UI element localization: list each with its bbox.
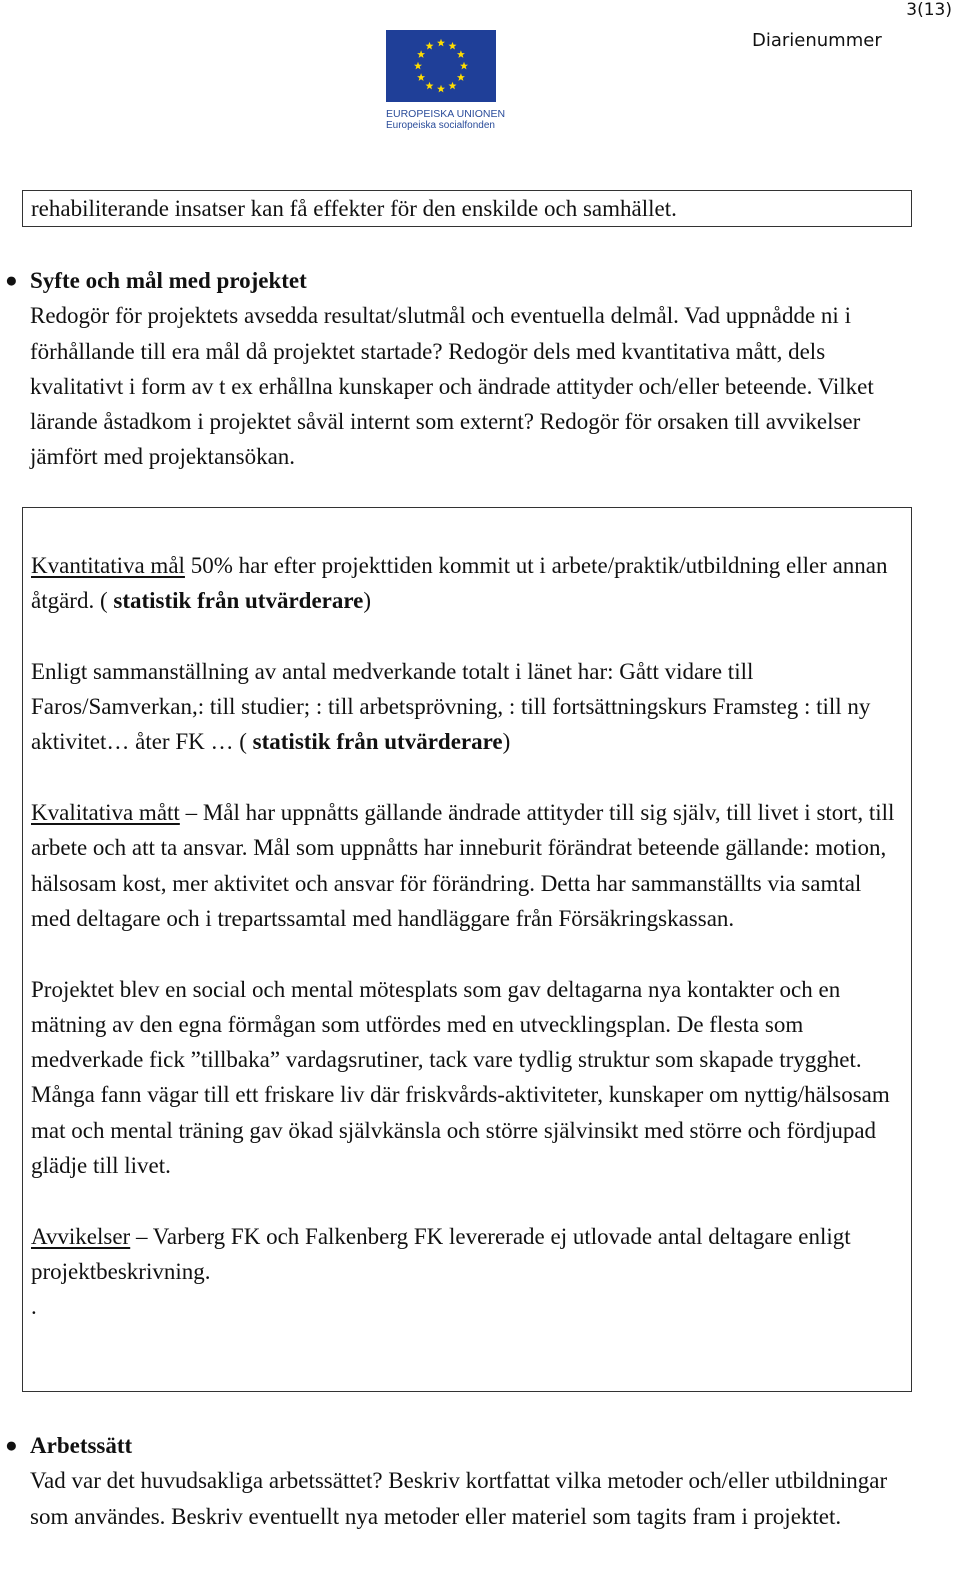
eu-flag-icon	[386, 30, 496, 102]
section-syfte	[5, 263, 910, 475]
section-arbetssatt	[5, 1428, 910, 1534]
label-avvikelser: Avvikelser	[31, 1223, 131, 1249]
star-icon	[457, 73, 465, 81]
eu-logo	[386, 30, 506, 132]
star-icon	[437, 39, 445, 47]
p1-bold: statistik från utvärderare	[113, 588, 364, 614]
eu-stars-icon	[386, 30, 496, 102]
p2-end: )	[502, 729, 511, 755]
star-icon	[460, 62, 468, 70]
paragraph-dot	[31, 1289, 903, 1324]
star-icon	[449, 82, 457, 90]
p5-text: – Varberg FK och Falkenberg FK levererade ej utlovade antal deltagare enligt projektbeskrivning.	[31, 1223, 851, 1284]
star-icon	[426, 82, 434, 90]
label-kvantitativa: Kvantitativa mål	[31, 553, 185, 578]
section1-body: Redogör för projektets avsedda resultat/slutmål och eventuella delmål. Vad uppnådde ni i förhållande till era mål då projektet startade? Redogör dels med kvantitativa mått, dels kvalitativt i form av t ex erhållna kunskaper och ändrade attityder och/eller beteende. Vilket lärande åstadkom i projektet såväl internt som externt? Redogör för orsaken till avvikelser jämfört med projektansökan.	[30, 303, 874, 470]
logo-text	[386, 108, 506, 132]
paragraph-kvalitativa	[31, 795, 903, 936]
star-icon	[437, 85, 445, 93]
paragraph-sammanstallning	[31, 654, 903, 760]
p1-text: 50% har efter projekttiden kommit ut i arbete/praktik/utbildning eller annan åtgärd. (	[31, 553, 888, 614]
paragraph-kvantitativa	[31, 548, 903, 619]
p2-bold: statistik från utvärderare	[252, 729, 503, 755]
p1-end: )	[363, 588, 372, 614]
star-icon	[417, 73, 425, 81]
logo-line-2: Europeiska socialfonden	[386, 120, 495, 131]
p6-text: .	[31, 1294, 37, 1320]
text-box-answer	[22, 507, 912, 1392]
bullet-icon: ●	[5, 1433, 18, 1457]
star-icon	[417, 50, 425, 58]
box1-text: rehabiliterande insatser kan få effekter för den enskilde och samhället.	[31, 196, 677, 221]
logo-line-1: EUROPEISKA UNIONEN	[386, 108, 506, 120]
p3-text: – Mål har uppnåtts gällande ändrade attityder till sig själv, till livet i stort, till arbete och att ta ansvar. Mål som uppnåtts har inneburit förändrat beteende gällande: motion, hälsosam kost, mer aktivitet och ansvar för förändring. Detta har sammanställts via samtal med deltagare och i trepartssamtal med handläggare från Försäkringskassan.	[31, 800, 895, 931]
p4-text: Projektet blev en social och mental mötesplats som gav deltagarna nya kontakter och en mätning av den egna förmågan som utfördes med en utvecklingsplan. De flesta som medverkade fick ”tillbaka” vardagsrutiner, tack vare tydlig struktur som skapade trygghet. Många fann vägar till ett friskare liv där friskvårds-aktiviteter, kunskaper om nyttig/hälsosam mat och mental träning gav ökad självkänsla och större självinsikt med större och fördjupad glädje till livet.	[31, 976, 890, 1179]
label-kvalitativa: Kvalitativa mått	[31, 800, 180, 826]
bullet-icon: ●	[5, 268, 18, 292]
section2-body: Vad var det huvudsakliga arbetssättet? Beskriv kortfattat vilka metoder och/eller utbildningar som användes. Beskriv eventuellt nya metoder eller materiel som tagits fram i projektet.	[30, 1468, 888, 1529]
star-icon	[457, 50, 465, 58]
paragraph-avvikelser	[31, 1219, 903, 1290]
paragraph-motesplats	[31, 972, 903, 1184]
star-icon	[426, 42, 434, 50]
diarienummer-label: Diarienummer	[752, 30, 882, 51]
p2-text: Enligt sammanställning av antal medverkande totalt i länet har: Gått vidare till Faros/Samverkan,: till studier; : till arbetsprövning, : till fortsättningskurs Framsteg : till ny aktivitet… åter FK … (	[31, 658, 871, 755]
section2-heading: Arbetssätt	[30, 1433, 133, 1458]
star-icon	[414, 62, 422, 70]
section1-heading: Syfte och mål med projektet	[30, 268, 307, 293]
text-box-top	[22, 190, 912, 227]
star-icon	[449, 42, 457, 50]
page-number: 3(13)	[906, 0, 952, 20]
